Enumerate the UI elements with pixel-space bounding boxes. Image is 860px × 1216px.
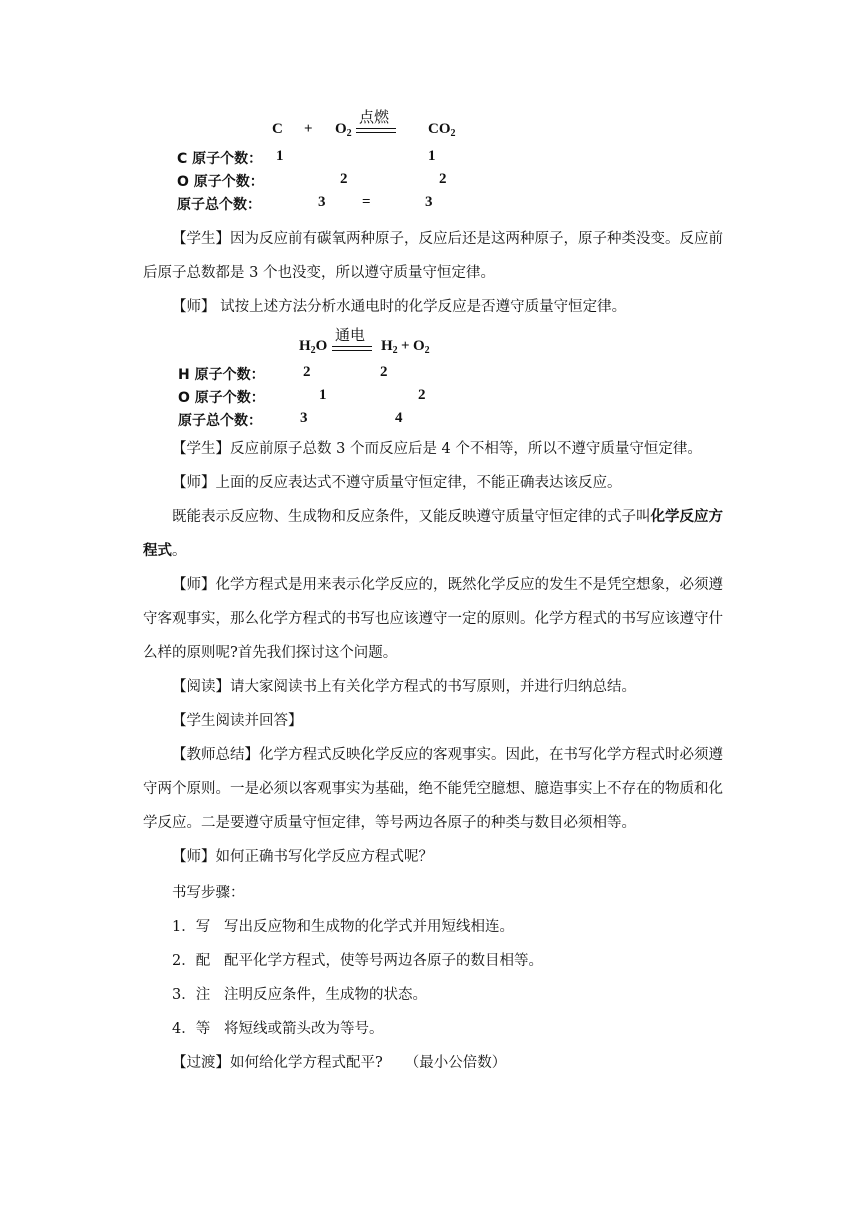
- row-left-value: 1: [319, 387, 327, 403]
- plus-sign: +: [304, 121, 313, 137]
- product-o2: $O_2$: [413, 338, 430, 356]
- defined-term: 化学反应方程式: [143, 508, 723, 559]
- reaction-condition-electrify: 通电: [335, 326, 366, 344]
- row-right-value: 2: [418, 387, 426, 403]
- paragraph-transition: 【过渡】如何给化学方程式配平? （最小公倍数）: [172, 1055, 507, 1071]
- row-left-value: 2: [303, 364, 311, 380]
- row-right-value: 1: [428, 148, 436, 164]
- step-item: 2．配 配平化学方程式，使等号两边各原子的数目相等。: [172, 953, 543, 969]
- paragraph-reading: 【阅读】请大家阅读书上有关化学方程式的书写原则，并进行归纳总结。: [172, 679, 636, 695]
- paragraph-teacher-prompt: 【师】 试按上述方法分析水通电时的化学反应是否遵守质量守恒定律。: [172, 299, 627, 315]
- row-label: 原子总个数：: [177, 197, 261, 213]
- row-right-value: 2: [380, 364, 388, 380]
- row-left-value: 3: [300, 410, 308, 426]
- row-label: O 原子个数：: [178, 390, 265, 406]
- step-item: 1．写 写出反应物和生成物的化学式并用短线相连。: [172, 919, 514, 935]
- reaction-condition-ignite: 点燃: [359, 108, 390, 126]
- row-equal-sign: =: [362, 194, 371, 210]
- product-h2: $H_2$: [381, 338, 398, 356]
- paragraph-teacher-principles: 【师】化学方程式是用来表示化学反应的，既然化学反应的发生不是凭空想象，必须遵守客观事实，那么化学方程式的书写也应该遵守一定的原则。化学方程式的书写应该遵守什么样的原则呢?首先我们探讨这个问题。: [143, 577, 723, 661]
- row-label: H 原子个数：: [178, 367, 265, 383]
- steps-title: 书写步骤：: [172, 885, 245, 901]
- paragraph-student-read: 【学生阅读并回答】: [172, 713, 303, 729]
- plus-sign: +: [401, 338, 410, 354]
- reactant-o2: $O_2$: [335, 121, 352, 139]
- row-left-value: 3: [318, 194, 326, 210]
- row-right-value: 3: [425, 194, 433, 210]
- row-label: C 原子个数：: [177, 151, 263, 167]
- paragraph-teacher-question: 【师】如何正确书写化学反应方程式呢？: [172, 849, 433, 865]
- equal-bar: [332, 346, 372, 351]
- paragraph-teacher-summary: 【教师总结】化学方程式反映化学反应的客观事实。因此，在书写化学方程式时必须遵守两个原则。一是必须以客观事实为基础，绝不能凭空臆想、臆造事实上不存在的物质和化学反应。二是要遵守质量守恒定律，等号两边各原子的种类与数目必须相等。: [143, 747, 723, 831]
- paragraph-teacher-comment: 【师】上面的反应表达式不遵守质量守恒定律，不能正确表达该反应。: [172, 475, 622, 491]
- product-co2: $CO_2$: [428, 121, 456, 139]
- row-label: O 原子个数：: [177, 174, 264, 190]
- step-item: 4．等 将短线或箭头改为等号。: [172, 1021, 384, 1037]
- reactant-c: C: [272, 121, 283, 137]
- row-left-value: 2: [340, 171, 348, 187]
- step-item: 3．注 注明反应条件，生成物的状态。: [172, 987, 427, 1003]
- paragraph-student-answer-1: 【学生】因为反应前有碳氧两种原子，反应后还是这两种原子，原子种类没变。反应前后原子总数都是 3 个也没变，所以遵守质量守恒定律。: [143, 231, 723, 281]
- paragraph-student-answer-2: 【学生】反应前原子总数 3 个而反应后是 4 个不相等，所以不遵守质量守恒定律。: [172, 441, 702, 457]
- row-label: 原子总个数：: [178, 413, 262, 429]
- row-right-value: 4: [395, 410, 403, 426]
- row-left-value: 1: [276, 148, 284, 164]
- paragraph-definition: 既能表示反应物、生成物和反应条件，又能反映遵守质量守恒定律的式子叫化学反应方程式。: [143, 508, 723, 559]
- row-right-value: 2: [439, 171, 447, 187]
- reactant-h2o: $H_2O$: [299, 338, 328, 356]
- equal-bar: [356, 128, 396, 133]
